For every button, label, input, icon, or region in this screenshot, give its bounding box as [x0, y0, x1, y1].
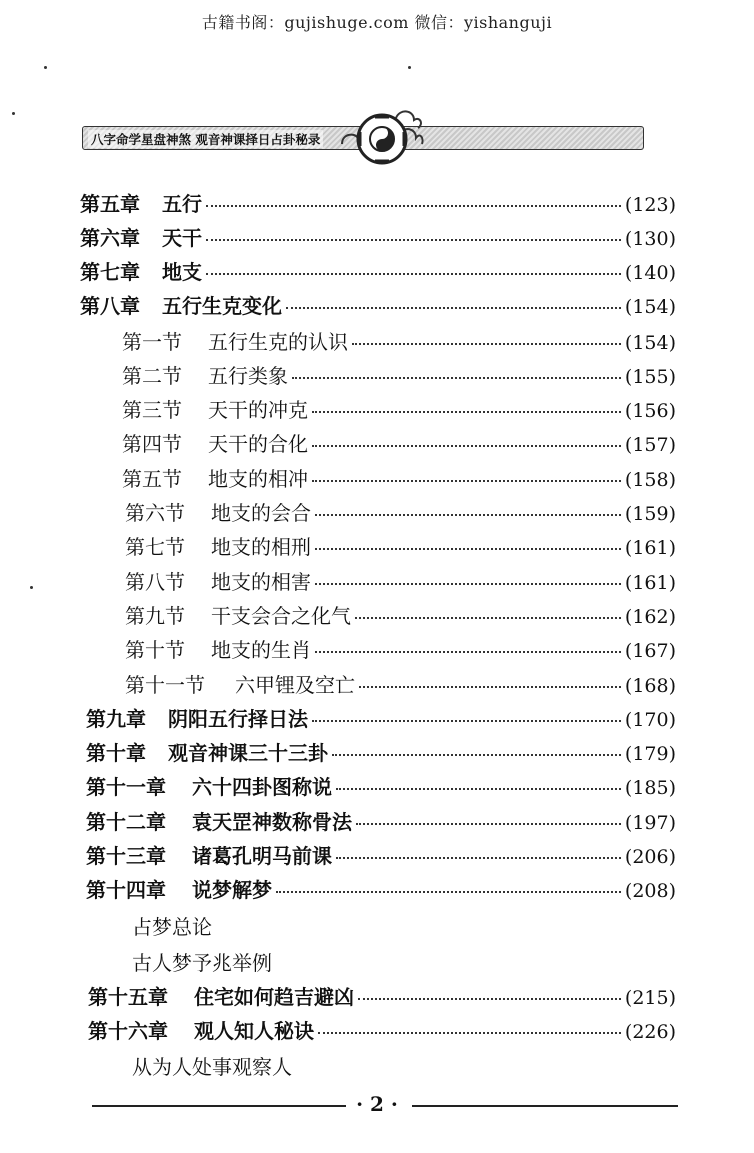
toc-entry-number: 第四节: [122, 432, 182, 456]
toc-entry-page: (123): [624, 194, 676, 216]
toc-entry-number: 第三节: [122, 398, 182, 422]
toc-section-row: [125, 633, 676, 667]
toc-entry-page: (140): [624, 262, 676, 284]
toc-entry-title: 地支的相害: [211, 570, 311, 594]
toc-entry-title: 占梦总论: [132, 915, 212, 939]
dot-leader: [312, 480, 621, 482]
toc-entry-number: 第七章: [80, 260, 140, 284]
toc-chapter-row: [88, 1014, 676, 1048]
toc-section-row: [122, 359, 676, 393]
toc-entry-page: (215): [624, 987, 676, 1009]
toc-section-row: [125, 599, 676, 633]
toc-entry-number: 第十三章: [86, 844, 166, 868]
dot-leader: [336, 788, 621, 790]
page-number: · 2 ·: [356, 1092, 398, 1116]
toc-entry-title: 五行生克的认识: [208, 330, 348, 354]
dot-leader: [352, 343, 621, 345]
toc-entry-page: (154): [624, 332, 676, 354]
dot-leader: [286, 307, 621, 309]
dot-leader: [206, 239, 621, 241]
toc-entry-title: 地支的会合: [211, 501, 311, 525]
toc-entry-page: (185): [624, 777, 676, 799]
dot-leader: [356, 823, 621, 825]
toc-entry-number: 第十一节: [125, 673, 205, 697]
toc-entry-number: 第十章: [86, 741, 146, 765]
dot-leader: [332, 754, 621, 756]
toc-entry-title: 五行类象: [208, 364, 288, 388]
toc-chapter-row: [86, 839, 676, 873]
toc-section-row: [125, 496, 676, 530]
toc-entry-title: 五行: [162, 192, 202, 216]
toc-subheading-row: [132, 1050, 292, 1084]
toc-entry-page: (206): [624, 846, 676, 868]
toc-entry-page: (167): [624, 640, 676, 662]
toc-subheading-row: [132, 910, 212, 944]
footer-rule-right: [412, 1105, 678, 1107]
toc-entry-number: 第一节: [122, 330, 182, 354]
toc-entry-number: 第十节: [125, 638, 185, 662]
toc-entry-page: (197): [624, 812, 676, 834]
toc-entry-number: 第十四章: [86, 878, 166, 902]
toc-entry-title: 袁天罡神数称骨法: [192, 810, 352, 834]
toc-entry-page: (170): [624, 709, 676, 731]
toc-chapter-row: [86, 805, 676, 839]
toc-entry-number: 第六章: [80, 226, 140, 250]
toc-entry-page: (157): [624, 434, 676, 456]
toc-chapter-row: [86, 702, 676, 736]
toc-entry-title: 地支: [162, 260, 202, 284]
toc-entry-title: 地支的生肖: [211, 638, 311, 662]
toc-chapter-row: [86, 873, 676, 907]
toc-entry-title: 干支会合之化气: [211, 604, 351, 628]
toc-entry-number: 第十二章: [86, 810, 166, 834]
toc-entry-page: (161): [624, 537, 676, 559]
toc-entry-title: 六甲锂及空亡: [235, 673, 355, 697]
toc-entry-title: 观音神课三十三卦: [168, 741, 328, 765]
toc-entry-title: 阴阳五行择日法: [168, 707, 308, 731]
toc-entry-number: 第十六章: [88, 1019, 168, 1043]
toc-entry-title: 天干的冲克: [208, 398, 308, 422]
dot-leader: [315, 651, 621, 653]
toc-entry-title: 天干: [162, 226, 202, 250]
toc-subheading-row: [132, 946, 272, 980]
dot-leader: [206, 205, 621, 207]
toc-section-row: [122, 393, 676, 427]
footer-rule-left: [92, 1105, 346, 1107]
dot-leader: [276, 891, 621, 893]
toc-chapter-row: [86, 770, 676, 804]
toc-entry-number: 第七节: [125, 535, 185, 559]
dot-leader: [312, 445, 621, 447]
toc-section-row: [125, 668, 676, 702]
dot-leader: [315, 548, 621, 550]
dot-leader: [206, 273, 621, 275]
toc-entry-page: (179): [624, 743, 676, 765]
toc-entry-title: 住宅如何趋吉避凶: [194, 985, 354, 1009]
toc-entry-number: 第九章: [86, 707, 146, 731]
dot-leader: [358, 998, 621, 1000]
toc-section-row: [125, 530, 676, 564]
toc-entry-number: 第六节: [125, 501, 185, 525]
dot-leader: [312, 720, 621, 722]
toc-section-row: [122, 462, 676, 496]
toc-chapter-row: [88, 980, 676, 1014]
toc-entry-title: 诸葛孔明马前课: [192, 844, 332, 868]
dot-leader: [318, 1032, 621, 1034]
toc-entry-page: (154): [624, 296, 676, 318]
toc-entry-number: 第二节: [122, 364, 182, 388]
toc-chapter-row: [80, 255, 676, 289]
toc-chapter-row: [80, 289, 676, 323]
dot-leader: [359, 686, 621, 688]
toc-entry-title: 天干的合化: [208, 432, 308, 456]
toc-entry-number: 第五章: [80, 192, 140, 216]
dot-leader: [312, 411, 621, 413]
toc-entry-title: 观人知人秘诀: [194, 1019, 314, 1043]
toc-chapter-row: [80, 221, 676, 255]
toc-entry-page: (159): [624, 503, 676, 525]
toc-entry-title: 六十四卦图称说: [192, 775, 332, 799]
toc-entry-page: (208): [624, 880, 676, 902]
toc-entry-page: (130): [624, 228, 676, 250]
toc-entry-title: 古人梦予兆举例: [132, 951, 272, 975]
dot-leader: [292, 377, 621, 379]
toc-chapter-row: [86, 736, 676, 770]
toc-entry-title: 五行生克变化: [162, 294, 282, 318]
toc-entry-number: 第九节: [125, 604, 185, 628]
toc-entry-number: 第十五章: [88, 985, 168, 1009]
toc-entry-title: 从为人处事观察人: [132, 1055, 292, 1079]
toc-entry-title: 说梦解梦: [192, 878, 272, 902]
toc-entry-title: 地支的相冲: [208, 467, 308, 491]
toc-entry-page: (226): [624, 1021, 676, 1043]
dot-leader: [355, 617, 621, 619]
toc-section-row: [125, 565, 676, 599]
toc-section-row: [122, 427, 676, 461]
toc-entry-number: 第八节: [125, 570, 185, 594]
dot-leader: [336, 857, 621, 859]
toc-entry-title: 地支的相刑: [211, 535, 311, 559]
toc-entry-page: (156): [624, 400, 676, 422]
toc-entry-number: 第八章: [80, 294, 140, 318]
toc-section-row: [122, 325, 676, 359]
dot-leader: [315, 583, 621, 585]
toc-entry-page: (158): [624, 469, 676, 491]
toc-entry-page: (161): [624, 572, 676, 594]
running-header-text: 八字命学星盘神煞 观音神课择日占卦秘录: [88, 130, 323, 148]
dot-leader: [315, 514, 621, 516]
toc-entry-number: 第五节: [122, 467, 182, 491]
toc-entry-number: 第十一章: [86, 775, 166, 799]
toc-chapter-row: [80, 187, 676, 221]
toc-entry-page: (155): [624, 366, 676, 388]
toc-entry-page: (168): [624, 675, 676, 697]
watermark-text: 古籍书阁：gujishuge.com 微信：yishanguji: [201, 13, 553, 32]
toc-entry-page: (162): [624, 606, 676, 628]
